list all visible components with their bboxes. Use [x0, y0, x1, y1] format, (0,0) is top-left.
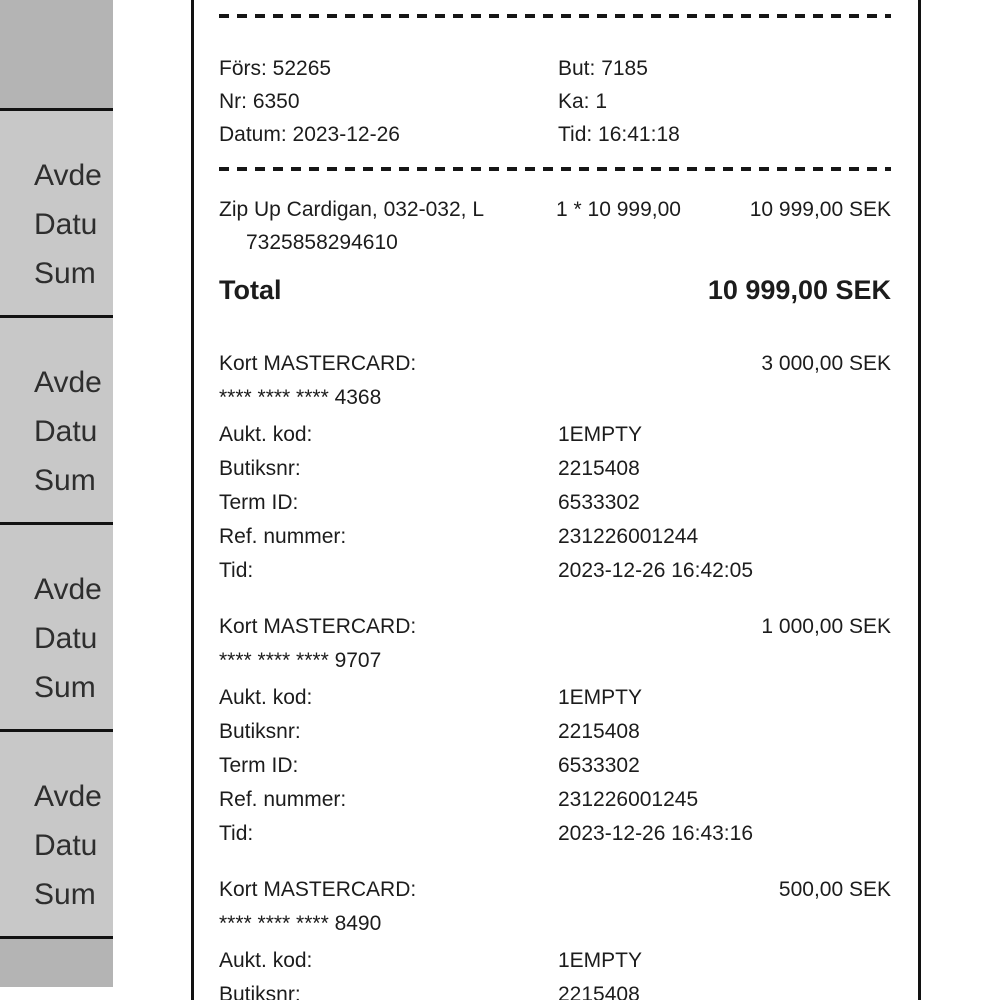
receipt-header — [219, 52, 891, 151]
list-item-date-label: Datu — [34, 829, 98, 862]
register-number-field: Ka: 1 — [558, 90, 608, 113]
list-item-partial-top[interactable] — [0, 0, 113, 111]
payment-block — [219, 612, 891, 851]
payment-amount: 1 000,00 SEK — [761, 615, 891, 638]
list-item-partial-bottom[interactable] — [0, 939, 113, 987]
list-item[interactable] — [0, 525, 113, 732]
reference-number-label: Ref. nummer: — [219, 788, 347, 811]
payment-method-label: Kort MASTERCARD: — [219, 878, 417, 901]
auth-code-label: Aukt. kod: — [219, 949, 313, 972]
transaction-time-value: 2023-12-26 16:42:05 — [558, 559, 753, 582]
transaction-time-value: 2023-12-26 16:43:16 — [558, 822, 753, 845]
card-masked-number: **** **** **** 9707 — [219, 649, 382, 672]
transaction-time-label: Tid: — [219, 822, 254, 845]
terminal-id-value: 6533302 — [558, 754, 640, 777]
merchant-number-label: Butiksnr: — [219, 720, 301, 743]
receipt-panel — [191, 0, 921, 1000]
list-item-department-label: Avde — [34, 573, 102, 606]
reference-number-value: 231226001244 — [558, 525, 699, 548]
list-item[interactable] — [0, 111, 113, 318]
item-barcode: 7325858294610 — [246, 231, 398, 254]
merchant-number-value: 2215408 — [558, 983, 640, 1000]
list-item-sum-label: Sum — [34, 671, 96, 704]
list-item-department-label: Avde — [34, 159, 102, 192]
terminal-id-value: 6533302 — [558, 491, 640, 514]
line-item-row — [219, 193, 891, 226]
card-masked-number: **** **** **** 8490 — [219, 912, 382, 935]
terminal-id-label: Term ID: — [219, 754, 299, 777]
merchant-number-value: 2215408 — [558, 457, 640, 480]
store-number-field: But: 7185 — [558, 57, 648, 80]
list-item-sum-label: Sum — [34, 878, 96, 911]
total-row — [219, 273, 891, 307]
list-item-sum-label: Sum — [34, 464, 96, 497]
list-item[interactable] — [0, 318, 113, 525]
reference-number-value: 231226001245 — [558, 788, 699, 811]
receipt-number-field: Nr: 6350 — [219, 90, 300, 113]
total-label: Total — [219, 275, 282, 305]
transaction-time-label: Tid: — [219, 559, 254, 582]
auth-code-value: 1EMPTY — [558, 686, 643, 709]
payment-method-label: Kort MASTERCARD: — [219, 615, 417, 638]
payment-amount: 3 000,00 SEK — [761, 352, 891, 375]
dashed-divider — [219, 167, 891, 171]
item-qty-price: 1 * 10 999,00 — [556, 198, 681, 221]
total-amount: 10 999,00 SEK — [707, 275, 891, 305]
list-item[interactable] — [0, 732, 113, 939]
item-amount: 10 999,00 SEK — [749, 198, 891, 221]
merchant-number-label: Butiksnr: — [219, 457, 301, 480]
list-item-date-label: Datu — [34, 622, 98, 655]
reference-number-label: Ref. nummer: — [219, 525, 347, 548]
payment-amount: 500,00 SEK — [778, 878, 891, 901]
list-item-date-label: Datu — [34, 208, 98, 241]
merchant-number-value: 2215408 — [558, 720, 640, 743]
auth-code-label: Aukt. kod: — [219, 686, 313, 709]
receipt-list-sidebar — [0, 0, 113, 1000]
terminal-id-label: Term ID: — [219, 491, 299, 514]
list-item-department-label: Avde — [34, 780, 102, 813]
dashed-divider — [219, 14, 891, 18]
payment-block — [219, 349, 891, 588]
auth-code-value: 1EMPTY — [558, 423, 643, 446]
card-masked-number: **** **** **** 4368 — [219, 386, 382, 409]
date-field: Datum: 2023-12-26 — [219, 123, 400, 146]
payment-block — [219, 875, 891, 1000]
payment-method-label: Kort MASTERCARD: — [219, 352, 417, 375]
auth-code-value: 1EMPTY — [558, 949, 643, 972]
time-field: Tid: 16:41:18 — [558, 123, 680, 146]
list-item-department-label: Avde — [34, 366, 102, 399]
sales-number-field: Förs: 52265 — [219, 57, 332, 80]
auth-code-label: Aukt. kod: — [219, 423, 313, 446]
merchant-number-label: Butiksnr: — [219, 983, 301, 1000]
list-item-date-label: Datu — [34, 415, 98, 448]
item-name: Zip Up Cardigan, 032-032, L — [219, 198, 484, 221]
list-item-sum-label: Sum — [34, 257, 96, 290]
